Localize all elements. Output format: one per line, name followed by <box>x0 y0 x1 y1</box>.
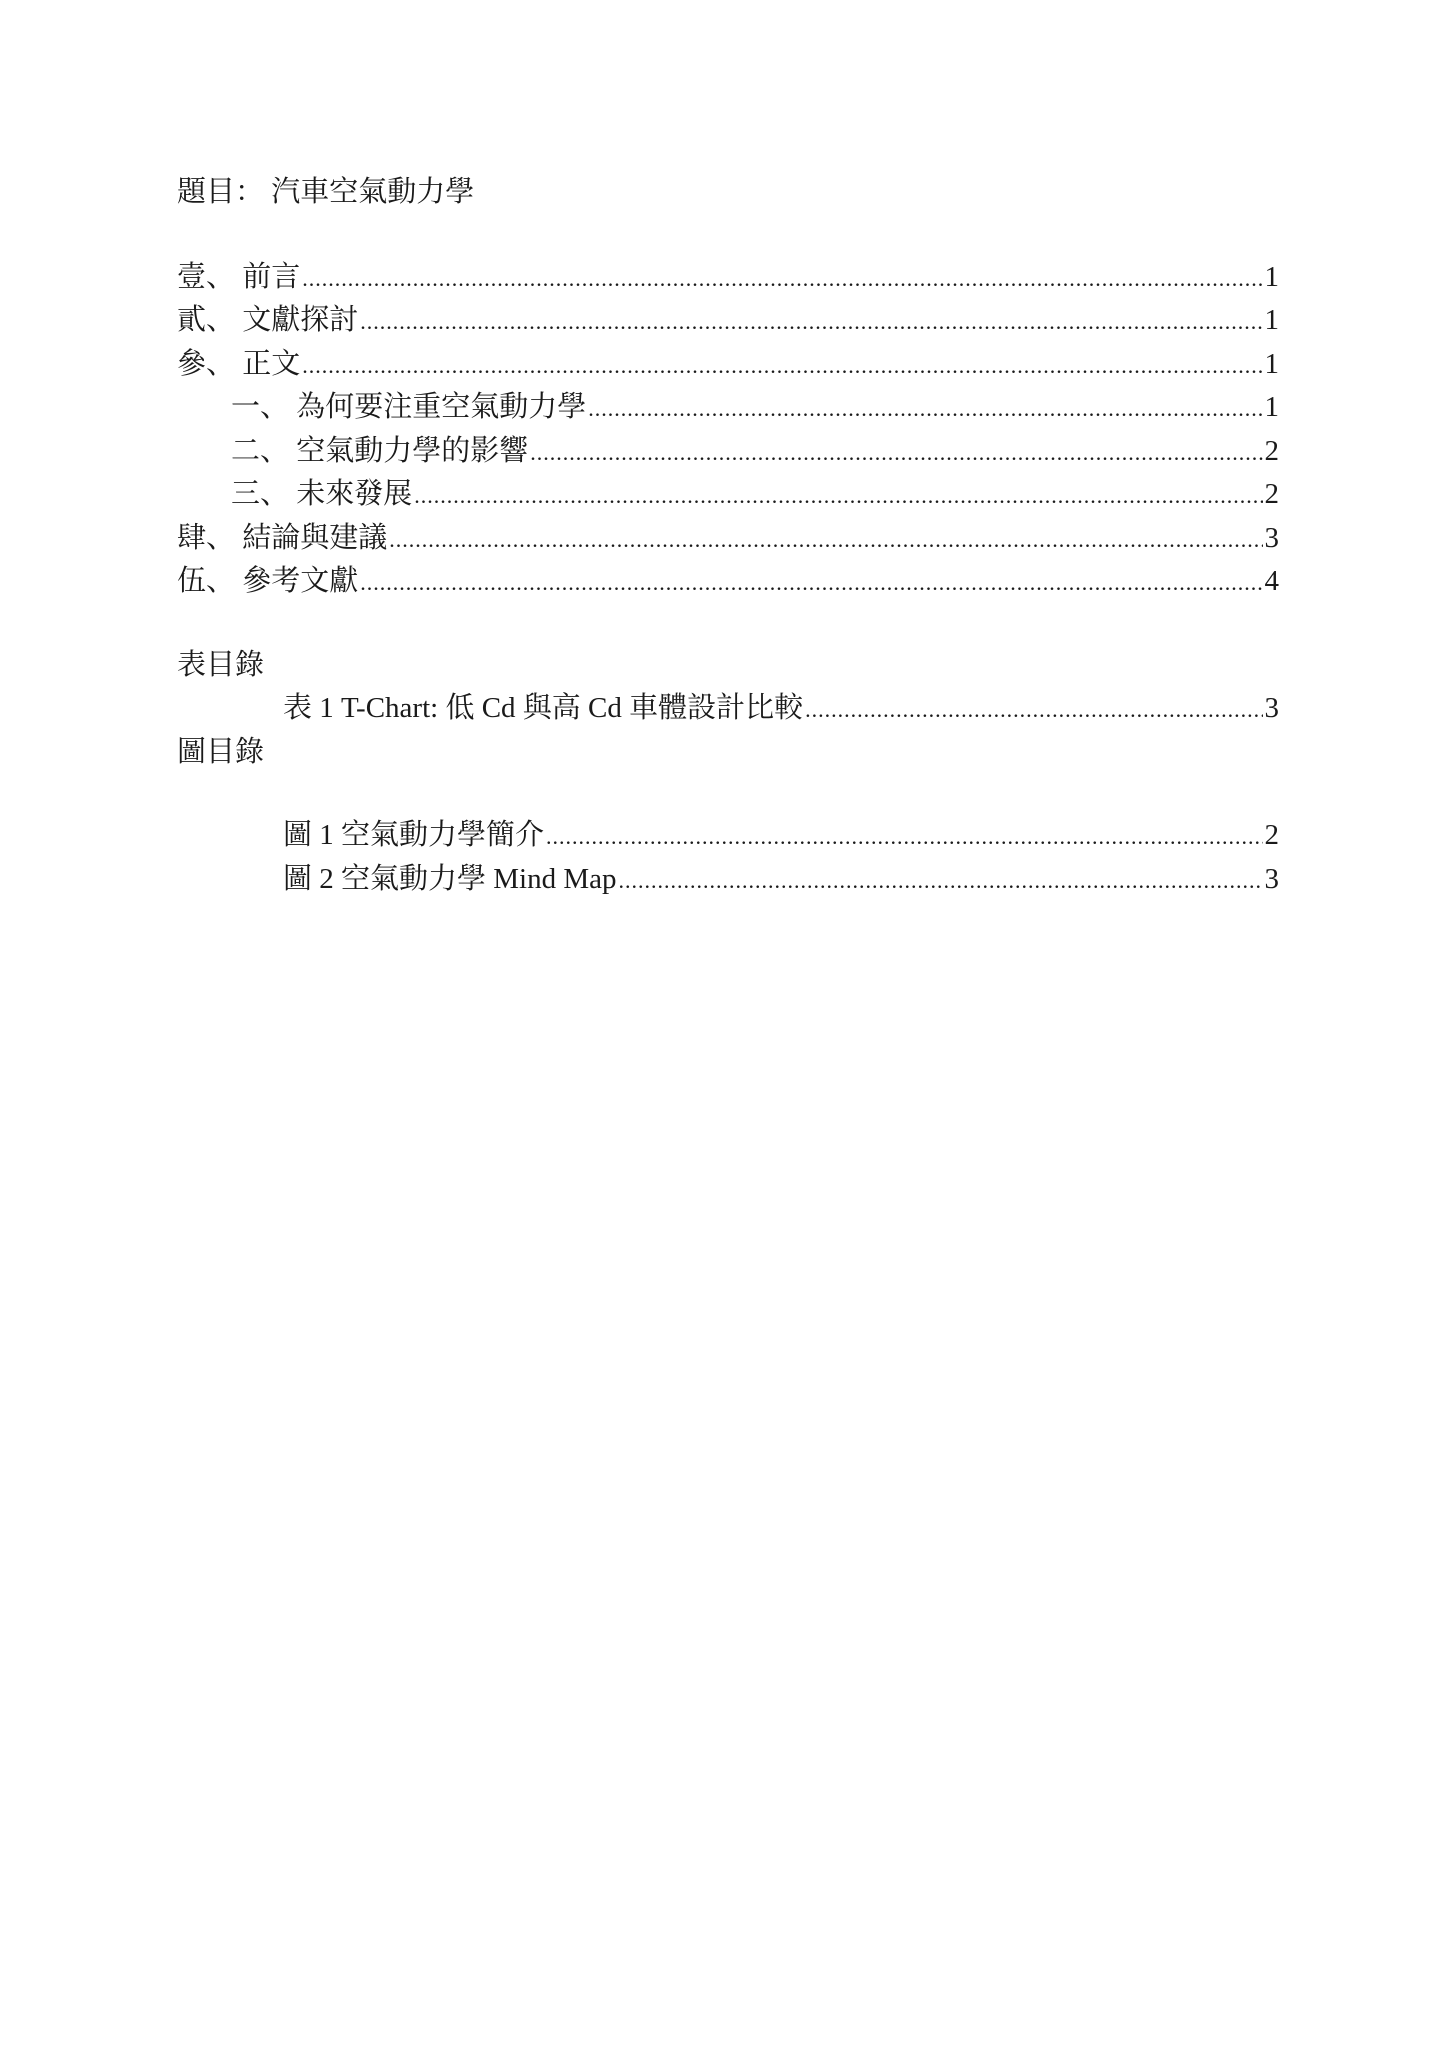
figure-list-entry-page: 2 <box>1264 819 1279 851</box>
figure-list-entry-label: 圖 2 空氣動力學 Mind Map <box>283 863 617 895</box>
toc-entry-label: 二、 空氣動力學的影響 <box>231 435 529 467</box>
toc-entry-label: 壹、 前言 <box>177 261 301 293</box>
toc-entry-label: 肆、 結論與建議 <box>177 522 388 554</box>
dot-leader <box>619 861 1263 901</box>
table-list-entry-page: 3 <box>1264 692 1279 724</box>
toc-entry-label: 伍、 參考文獻 <box>177 565 359 597</box>
toc-entry-page: 3 <box>1264 522 1279 554</box>
toc-entry-page: 1 <box>1264 348 1279 380</box>
toc-entry[interactable] <box>231 387 1279 427</box>
toc-entry-page: 1 <box>1264 391 1279 423</box>
toc-entry-page: 2 <box>1264 435 1279 467</box>
toc-entry-label: 貳、 文獻探討 <box>177 304 359 336</box>
dot-leader <box>588 389 1262 429</box>
figure-list-heading: 圖目錄 <box>177 736 265 768</box>
dot-leader <box>805 690 1262 730</box>
toc-entry-label: 三、 未來發展 <box>231 478 413 510</box>
toc-entry[interactable] <box>177 300 1279 340</box>
dot-leader <box>360 302 1262 342</box>
toc-entry-page: 2 <box>1264 478 1279 510</box>
dot-leader <box>302 259 1262 299</box>
toc-entry-page: 1 <box>1264 304 1279 336</box>
toc-entry-label: 參、 正文 <box>177 348 301 380</box>
document-title: 題目： 汽車空氣動力學 <box>177 176 475 208</box>
toc-entry-page: 4 <box>1264 565 1279 597</box>
toc-entry[interactable] <box>231 474 1279 514</box>
table-list-heading: 表目錄 <box>177 649 265 681</box>
toc-entry[interactable] <box>177 257 1279 297</box>
toc-entry-page: 1 <box>1264 261 1279 293</box>
dot-leader <box>414 476 1262 516</box>
dot-leader <box>530 433 1262 473</box>
dot-leader <box>546 817 1262 857</box>
toc-entry[interactable] <box>177 561 1279 601</box>
table-list-entry-label: 表 1 T-Chart: 低 Cd 與高 Cd 車體設計比較 <box>283 692 804 724</box>
dot-leader <box>360 563 1262 603</box>
table-list-entry[interactable] <box>283 688 1279 728</box>
dot-leader <box>302 346 1262 386</box>
figure-list-entry-label: 圖 1 空氣動力學簡介 <box>283 819 545 851</box>
figure-list-entry[interactable] <box>283 859 1279 899</box>
dot-leader <box>389 520 1262 560</box>
toc-entry-label: 一、 為何要注重空氣動力學 <box>231 391 587 423</box>
toc-entry[interactable] <box>177 344 1279 384</box>
toc-entry[interactable] <box>177 518 1279 558</box>
figure-list-entry[interactable] <box>283 815 1279 855</box>
figure-list-entry-page: 3 <box>1264 863 1279 895</box>
toc-entry[interactable] <box>231 431 1279 471</box>
